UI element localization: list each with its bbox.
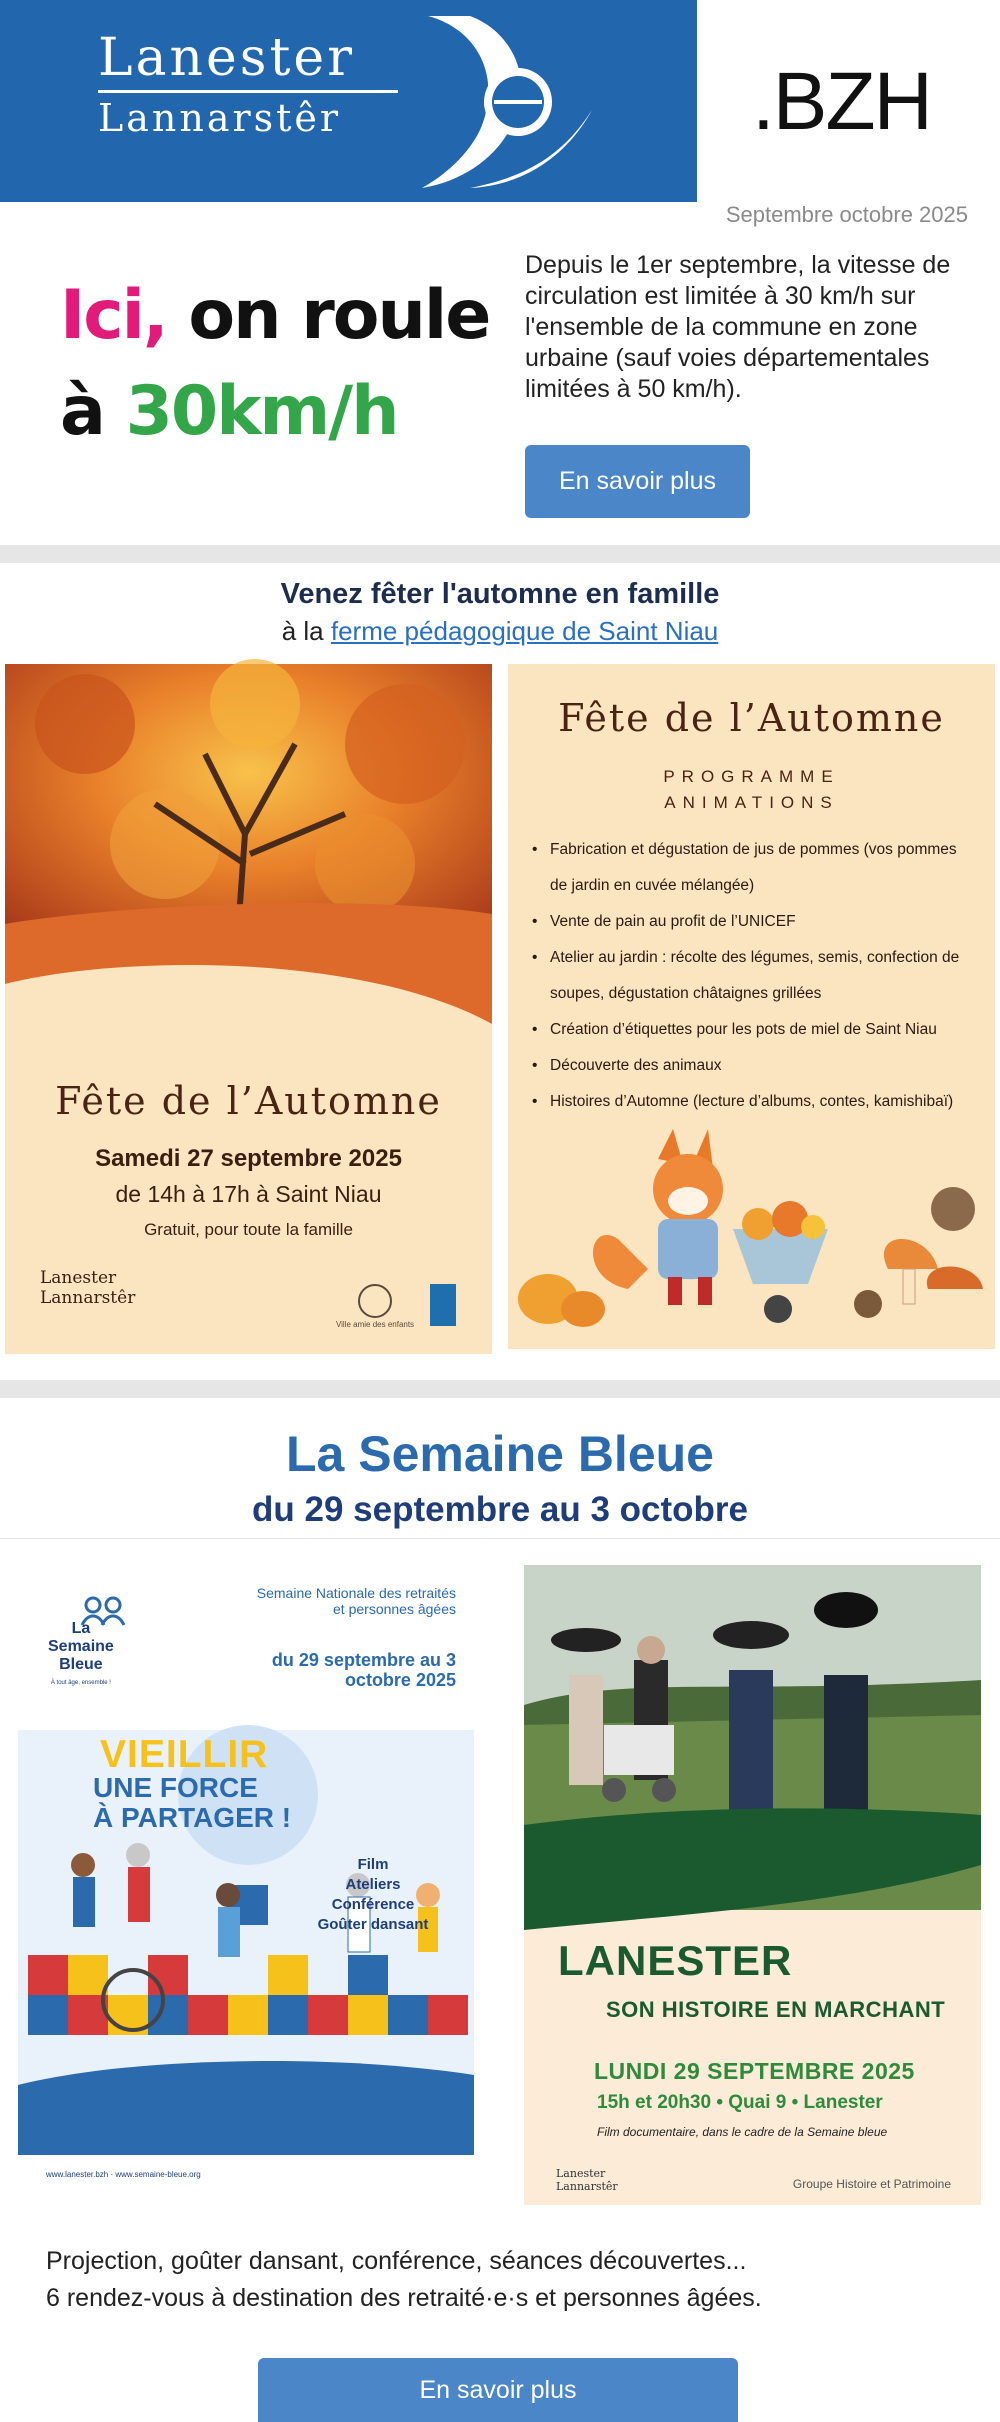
poster-left-logo xyxy=(40,1268,135,1308)
farm-link[interactable]: ferme pédagogique de Saint Niau xyxy=(330,616,719,646)
history-poster-title: LANESTER xyxy=(558,1937,793,1984)
green-wave-shape xyxy=(524,1805,981,1930)
headline-on-roule: on roule xyxy=(166,276,490,355)
section-rule xyxy=(0,1538,1000,1539)
brand-line3: Bleue xyxy=(59,1656,103,1673)
autumn-poster-left[interactable] xyxy=(5,664,492,1354)
semaine-text-line2: 6 rendez-vous à destination des retraité·e·s et personnes âgées. xyxy=(46,2284,762,2312)
issue-date: Septembre octobre 2025 xyxy=(725,202,968,227)
history-logo-line2: Lannarstêr xyxy=(556,2180,618,2193)
lanester-emblem-icon xyxy=(410,10,600,195)
semaine-bleue-logo xyxy=(48,1620,114,1692)
program-item: • Atelier au jardin : récolte des légumes, semis, confection de soupes, dégustation châtaignes grillées xyxy=(530,940,975,1012)
activity-item: Goûter dansant xyxy=(317,1916,429,1933)
program-item: • Vente de pain au profit de l’UNICEF xyxy=(530,904,975,940)
semaine-more-button[interactable]: En savoir plus xyxy=(258,2358,738,2422)
program-line2: ANIMATIONS xyxy=(664,793,839,812)
poster-left-date: Samedi 27 septembre 2025 xyxy=(95,1145,402,1172)
poster-left-logo-line2: Lannarstêr xyxy=(40,1288,136,1308)
activity-item: Ateliers xyxy=(345,1876,401,1893)
semaine-bleue-dates: du 29 septembre au 3 octobre xyxy=(252,1490,748,1529)
brand-line1: La xyxy=(71,1620,91,1637)
fox-wheelbarrow-illustration xyxy=(508,1119,995,1349)
lanester-logo[interactable] xyxy=(0,0,697,202)
poster-footer-links: www.lanester.bzh · www.semaine-bleue.org xyxy=(46,2170,201,2179)
logo-line2: Lannarstêr xyxy=(98,96,342,140)
history-poster-subtitle: SON HISTOIRE EN MARCHANT xyxy=(606,1997,946,2022)
headline-ici: Ici, xyxy=(60,276,167,355)
program-list xyxy=(530,832,975,1120)
poster-left-free: Gratuit, pour toute la famille xyxy=(144,1220,353,1239)
program-item: • Histoires d’Automne (lecture d’albums, contes, kamishibaï) xyxy=(530,1084,975,1120)
speed-more-button[interactable]: En savoir plus xyxy=(525,445,750,518)
poster-left-logo-line1: Lanester xyxy=(40,1268,117,1288)
semaine-bleue-text xyxy=(46,2243,966,2317)
history-group-credit: Groupe Histoire et Patrimoine xyxy=(792,2177,951,2191)
speed-limit-text: Depuis le 1er septembre, la vitesse de circulation est limitée à 30 km/h sur l'ensemble de la commune en zone urbaine (sauf voies départementales limitées à 50 km/h). xyxy=(525,251,951,403)
headline-force-line2: À PARTAGER ! xyxy=(93,1802,292,1833)
brand-line2: Semaine xyxy=(48,1638,114,1655)
logo-rule xyxy=(98,90,398,93)
headline-30kmh: 30km/h xyxy=(125,372,398,451)
semaine-national-label: Semaine Nationale des retraités et personnes âgées xyxy=(256,1585,456,1617)
headline-a: à xyxy=(60,372,126,451)
history-poster-note: Film documentaire, dans le cadre de la Semaine bleue xyxy=(597,2125,888,2139)
poster-left-title: Fête de l’Automne xyxy=(55,1079,442,1123)
program-item: • Création d’étiquettes pour les pots de miel de Saint Niau xyxy=(530,1012,975,1048)
program-line1: PROGRAMME xyxy=(663,767,840,786)
poster-left-time: de 14h à 17h à Saint Niau xyxy=(115,1181,382,1207)
logo-line1: Lanester xyxy=(98,28,356,88)
autumn-sub-prefix: à la xyxy=(281,616,331,646)
bzh-wordmark: .BZH xyxy=(752,56,931,147)
headline-vieillir: VIEILLIR xyxy=(100,1733,269,1776)
section-separator xyxy=(0,1380,1000,1398)
semaine-poster-dates: du 29 septembre au 3 octobre 2025 xyxy=(271,1650,456,1690)
history-poster-time: 15h et 20h30 • Quai 9 • Lanester xyxy=(597,2092,883,2113)
history-walk-poster[interactable] xyxy=(524,1565,981,2205)
program-item: • Découverte des animaux xyxy=(530,1048,975,1084)
autumn-heading: Venez fêter l'automne en famille xyxy=(280,578,720,610)
section-separator xyxy=(0,545,1000,563)
activities-list xyxy=(298,1855,448,1935)
semaine-text-line1: Projection, goûter dansant, conférence, séances découvertes... xyxy=(46,2247,747,2275)
activity-item: Conférence xyxy=(331,1896,415,1913)
speed-limit-headline xyxy=(60,268,489,460)
partner-ville-text: Ville amie des enfants xyxy=(335,1320,415,1329)
history-poster-logo xyxy=(556,2167,618,2193)
program-label xyxy=(508,764,995,816)
headline-force-line1: UNE FORCE xyxy=(93,1772,258,1803)
orange-wave-shape xyxy=(5,894,492,1044)
autumn-poster-right[interactable] xyxy=(508,664,995,1349)
autumn-subheading xyxy=(0,616,1000,647)
history-logo-line1: Lanester xyxy=(556,2167,606,2180)
history-poster-date: LUNDI 29 SEPTEMBRE 2025 xyxy=(594,2058,915,2084)
headline-force xyxy=(93,1773,291,1833)
partner-logos xyxy=(335,1279,465,1339)
activity-item: Film xyxy=(357,1856,389,1873)
newsletter-header xyxy=(0,0,1000,227)
program-item: • Fabrication et dégustation de jus de pommes (vos pommes de jardin en cuvée mélangée) xyxy=(530,832,975,904)
semaine-bleue-poster[interactable] xyxy=(18,1565,474,2200)
semaine-bleue-title: La Semaine Bleue xyxy=(286,1426,714,1482)
poster-right-title: Fête de l’Automne xyxy=(558,696,945,740)
brand-tagline: À tout âge, ensemble ! xyxy=(50,1680,111,1686)
